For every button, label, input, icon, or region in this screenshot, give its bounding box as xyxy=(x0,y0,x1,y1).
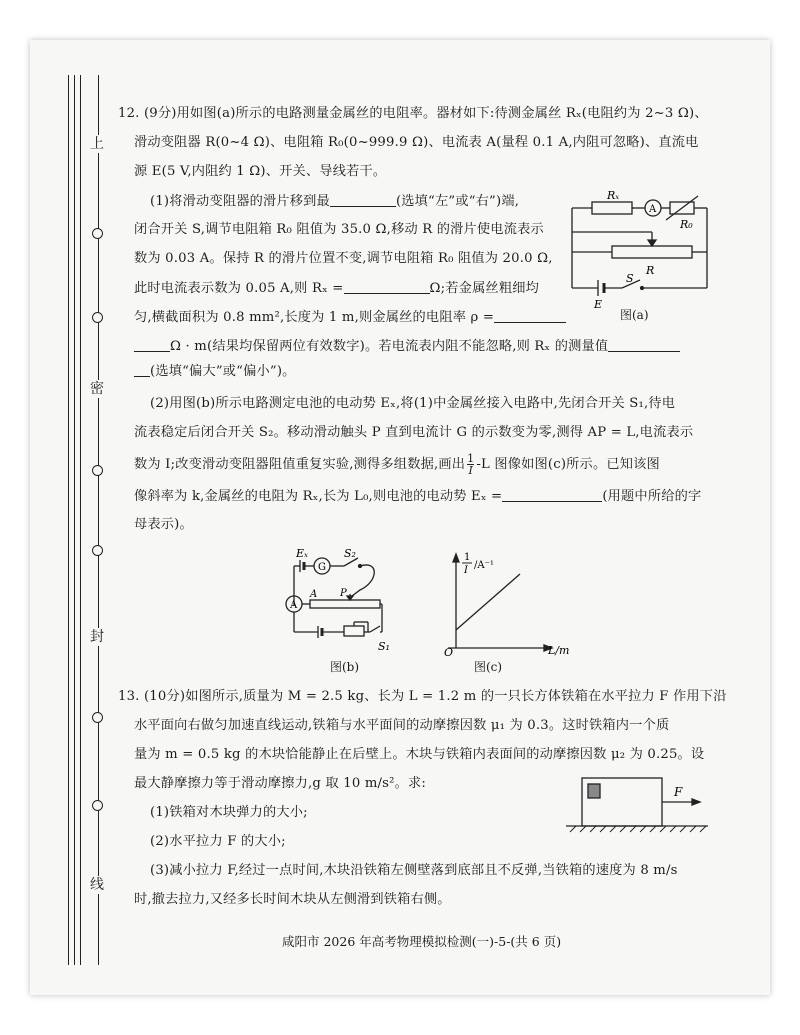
fraction-one-over-i: $\frac{1}{I}$ xyxy=(467,452,475,477)
q12-line-1: 12. (9分)用如图(a)所示的电路测量金属丝的电阻率。器材如下:待测金属丝 Rₓ(电阻约为 2~3 Ω)、 xyxy=(118,106,708,121)
binding-char-shang: 上 xyxy=(84,135,110,153)
wood-block xyxy=(588,784,600,798)
answer-blank[interactable] xyxy=(502,487,602,502)
q12-p2-line-1: (2)用图(b)所示电路测定电池的电动势 Eₓ,将(1)中金属丝接入电路中,先闭合开关 S₁,待电 xyxy=(150,396,676,411)
fig-a-rx-label: Rₓ xyxy=(607,189,620,202)
figure-b-circuit xyxy=(282,546,402,658)
q13-line-6: (2)水平拉力 F 的大小; xyxy=(150,834,286,849)
binding-hole xyxy=(92,228,103,239)
figure-a-circuit xyxy=(562,188,712,313)
q13-line-2: 水平面向右做匀加速直线运动,铁箱与水平面间的动摩擦因数 μ₁ 为 0.3。这时铁箱内一个质 xyxy=(134,718,670,733)
binding-hole xyxy=(92,545,103,556)
fig-c-y-unit: /A⁻¹ xyxy=(474,560,494,571)
q13-line-1: 13. (10分)如图所示,质量为 M = 2.5 kg、长为 L = 1.2 m 的一只长方体铁箱在水平拉力 F 作用下沿 xyxy=(118,689,727,704)
fig-c-origin: O xyxy=(444,646,454,658)
binding-hole xyxy=(92,465,103,476)
fig-a-r0-label: R₀ xyxy=(680,218,693,231)
fig-a-ammeter-label: A xyxy=(649,204,657,215)
q12-p1-line-7: (选填“偏大”或“偏小”)。 xyxy=(134,362,296,381)
figure-c-caption: 图(c) xyxy=(474,660,503,674)
fig-b-g-label: G xyxy=(318,562,326,573)
fig-a-r-label: R xyxy=(646,264,655,277)
q12-p2-line-4: 像斜率为 k,金属丝的电阻为 Rₓ,长为 L₀,则电池的电动势 Eₓ = (用题中所给的字 xyxy=(134,489,702,504)
fig-c-y-den: I xyxy=(464,565,468,576)
page-footer: 咸阳市 2026 年高考物理模拟检测(一)-5-(共 6 页) xyxy=(282,934,562,949)
q12-p1-line-4: 此时电流表示数为 0.05 A,则 Rₓ = Ω;若金属丝粗细均 xyxy=(134,281,540,296)
figure-b-caption: 图(b) xyxy=(330,660,360,674)
q12-p1-line-2: 闭合开关 S,调节电阻箱 R₀ 阻值为 35.0 Ω,移动 R 的滑片使电流表示 xyxy=(134,222,544,237)
binding-char-mi: 密 xyxy=(84,380,110,398)
fig-b-p-label: P xyxy=(340,588,347,599)
q13-line-3: 量为 m = 0.5 kg 的木块恰能静止在后壁上。木块与铁箱内表面间的动摩擦因数 μ₂ 为 0.25。设 xyxy=(134,747,705,762)
q12-p2-line-2: 流表稳定后闭合开关 S₂。移动滑动触头 P 直到电流计 G 的示数变为零,测得 AP = L,电流表示 xyxy=(134,425,694,440)
binding-hole xyxy=(92,312,103,323)
answer-blank[interactable] xyxy=(330,192,396,207)
fig-b-a-label: A xyxy=(310,589,318,600)
q12-line-2: 滑动变阻器 R(0~4 Ω)、电阻箱 R₀(0~999.9 Ω)、电流表 A(量程 0.1 A,内阻可忽略)、直流电 xyxy=(134,135,699,150)
fig-a-s-label: S xyxy=(626,272,634,285)
q12-p1-line-5: 匀,横截面积为 0.8 mm²,长度为 1 m,则金属丝的电阻率 ρ = xyxy=(134,308,566,327)
binding-hole xyxy=(92,712,103,723)
figure-c-graph xyxy=(436,550,576,658)
q12-p1-line-6: Ω · m(结果均保留两位有效数字)。若电流表内阻不能忽略,则 Rₓ 的测量值 xyxy=(134,337,680,356)
q12-p1-line-1: (1)将滑动变阻器的滑片移到最 (选填“左”或“右”)端, xyxy=(150,194,520,209)
q13-line-8: 时,撤去拉力,又经多长时间木块从左侧滑到铁箱右侧。 xyxy=(134,892,451,907)
q12-p2-line-5: 母表示)。 xyxy=(134,517,193,532)
figure-a-caption: 图(a) xyxy=(620,308,649,322)
fig-b-ammeter-label: A xyxy=(290,600,298,611)
q12-line-3: 源 E(5 V,内阻约 1 Ω)、开关、导线若干。 xyxy=(134,164,387,179)
fig-a-e-label: E xyxy=(594,298,603,311)
binding-char-xian: 线 xyxy=(84,876,110,894)
q13-line-7: (3)减小拉力 F,经过一点时间,木块沿铁箱左侧壁落到底部且不反弹,当铁箱的速度为 8 m/s xyxy=(150,863,678,878)
binding-hole xyxy=(92,800,103,811)
answer-blank[interactable] xyxy=(608,337,680,352)
fig-b-s1-label: S₁ xyxy=(378,640,390,653)
fig-b-ex-label: Eₓ xyxy=(296,547,308,560)
q12-p1-line-3: 数为 0.03 A。保持 R 的滑片位置不变,调节电阻箱 R₀ 阻值为 20.0 Ω, xyxy=(134,251,553,266)
q12-p2-line-3: 数为 I;改变滑动变阻器阻值重复实验,测得多组数据,画出 $\frac{1}{I}$ -L 图像如图(c)所示。已知该图 xyxy=(134,452,660,477)
force-f-label: F xyxy=(674,785,683,799)
answer-blank[interactable] xyxy=(134,362,150,377)
q13-line-5: (1)铁箱对木块弹力的大小; xyxy=(150,805,308,820)
fig-b-s2-label: S₂ xyxy=(344,547,356,560)
q13-line-4: 最大静摩擦力等于滑动摩擦力,g 取 10 m/s²。求: xyxy=(134,776,427,791)
q13-box-figure xyxy=(562,770,712,836)
binding-margin xyxy=(68,75,128,965)
answer-blank[interactable] xyxy=(494,308,566,323)
rx-resistor xyxy=(592,202,632,214)
binding-char-feng: 封 xyxy=(84,628,110,646)
answer-blank[interactable] xyxy=(344,279,430,294)
fig-c-y-num: 1 xyxy=(464,552,471,563)
fig-c-x-label: L/m xyxy=(548,644,570,657)
answer-blank[interactable] xyxy=(134,337,170,352)
graph-line xyxy=(456,574,520,630)
